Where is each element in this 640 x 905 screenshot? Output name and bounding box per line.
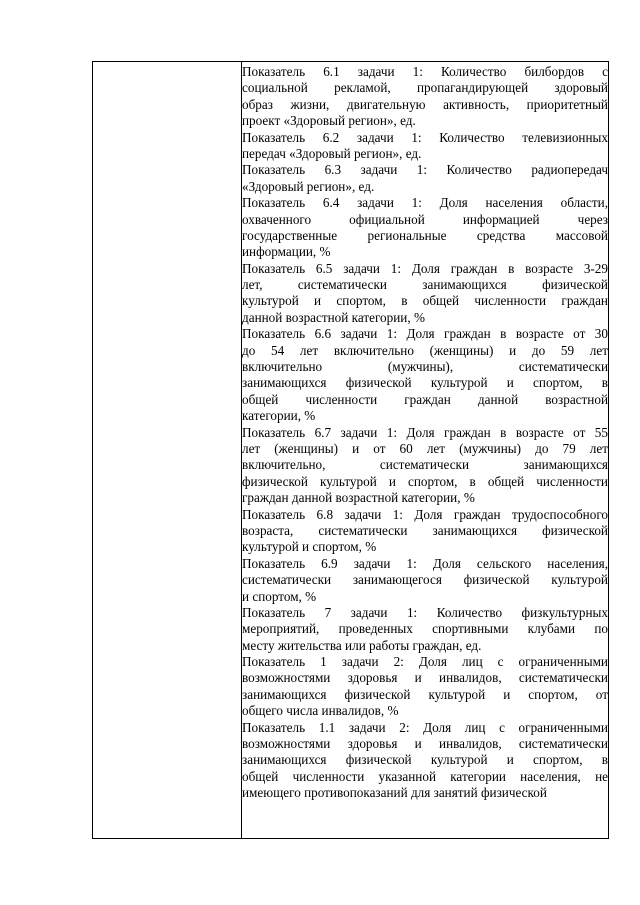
text-line: возможностями здоровья и инвалидов, систематически (242, 670, 608, 686)
indicator-paragraph (242, 195, 608, 261)
text-line: систематически занимающегося физической культурой (242, 572, 608, 588)
text-line: включительно (мужчины), систематически (242, 359, 608, 375)
text-line: Показатель 6.4 задачи 1: Доля населения области, (242, 195, 608, 211)
text-line: Показатель 7 задачи 1: Количество физкультурных (242, 604, 608, 620)
text-line: занимающихся физической культурой и спортом, в (242, 752, 608, 768)
indicator-paragraph (242, 326, 608, 424)
text-line: информации, % (242, 244, 331, 260)
text-line: культурой и спортом, % (242, 539, 377, 555)
indicator-paragraph (242, 605, 608, 654)
text-line: Показатель 1.1 задачи 2: Доля лиц с ограниченными (242, 719, 608, 735)
table-right-cell (242, 64, 608, 802)
text-line: лет (женщины) и от 60 лет (мужчины) до 79 лет (242, 440, 608, 456)
indicator-paragraph (242, 162, 608, 195)
text-line: Показатель 6.6 задачи 1: Доля граждан в возрасте от 30 (242, 326, 608, 342)
text-line: данной возрастной категории, % (242, 309, 425, 325)
indicator-paragraph (242, 556, 608, 605)
text-line: Показатель 6.3 задачи 1: Количество радиопередач (242, 162, 608, 178)
text-line: Показатель 1 задачи 2: Доля лиц с ограниченными (242, 654, 608, 670)
text-line: занимающихся физической культурой и спортом, в (242, 375, 608, 391)
text-line: месту жительства или работы граждан, ед. (242, 637, 482, 653)
text-line: проект «Здоровый регион», ед. (242, 113, 416, 129)
indicator-paragraph (242, 654, 608, 720)
text-line: Показатель 6.7 задачи 1: Доля граждан в возрасте от 55 (242, 424, 608, 440)
text-line: передач «Здоровый регион», ед. (242, 145, 422, 161)
text-line: культурой и спортом, в общей численности граждан (242, 293, 608, 309)
text-line: граждан данной возрастной категории, % (242, 490, 475, 506)
text-line: Показатель 6.8 задачи 1: Доля граждан трудоспособного (242, 506, 608, 522)
text-line: занимающихся физической культурой и спортом, от (242, 686, 608, 702)
text-line: возраста, систематически занимающихся физической (242, 522, 608, 538)
indicator-paragraph (242, 130, 608, 163)
text-line: образ жизни, двигательную активность, приоритетный (242, 96, 608, 112)
text-line: социальной рекламой, пропагандирующей здоровый (242, 80, 608, 96)
indicators-table (92, 61, 609, 839)
indicator-paragraph (242, 64, 608, 130)
text-line: лет, систематически занимающихся физической (242, 277, 608, 293)
text-line: государственные региональные средства массовой (242, 227, 608, 243)
text-line: Показатель 6.2 задачи 1: Количество телевизионных (242, 129, 608, 145)
text-line: Показатель 6.1 задачи 1: Количество билбордов с (242, 64, 608, 79)
text-line: общей численности граждан данной возрастной (242, 391, 608, 407)
text-line: общей численности указанной категории населения, не (242, 768, 608, 784)
indicator-paragraph (242, 507, 608, 556)
indicator-paragraph (242, 720, 608, 802)
indicator-paragraph (242, 425, 608, 507)
table-left-cell (93, 62, 241, 838)
indicator-paragraph (242, 261, 608, 327)
text-line: включительно, систематически занимающихся (242, 457, 608, 473)
text-line: физической культурой и спортом, в общей численности (242, 473, 608, 489)
text-line: общего числа инвалидов, % (242, 703, 399, 719)
text-line: категории, % (242, 408, 316, 424)
text-line: и спортом, % (242, 588, 317, 604)
text-line: имеющего противопоказаний для занятий физической (242, 785, 547, 801)
text-line: охваченного официальной информацией через (242, 211, 608, 227)
text-line: Показатель 6.5 задачи 1: Доля граждан в возрасте 3-29 (242, 260, 608, 276)
text-line: Показатель 6.9 задачи 1: Доля сельского населения, (242, 555, 608, 571)
text-line: до 54 лет включительно (женщины) и до 59 лет (242, 342, 608, 358)
text-line: «Здоровый регион», ед. (242, 178, 375, 194)
text-line: возможностями здоровья и инвалидов, систематически (242, 736, 608, 752)
text-line: мероприятий, проведенных спортивными клубами по (242, 621, 608, 637)
